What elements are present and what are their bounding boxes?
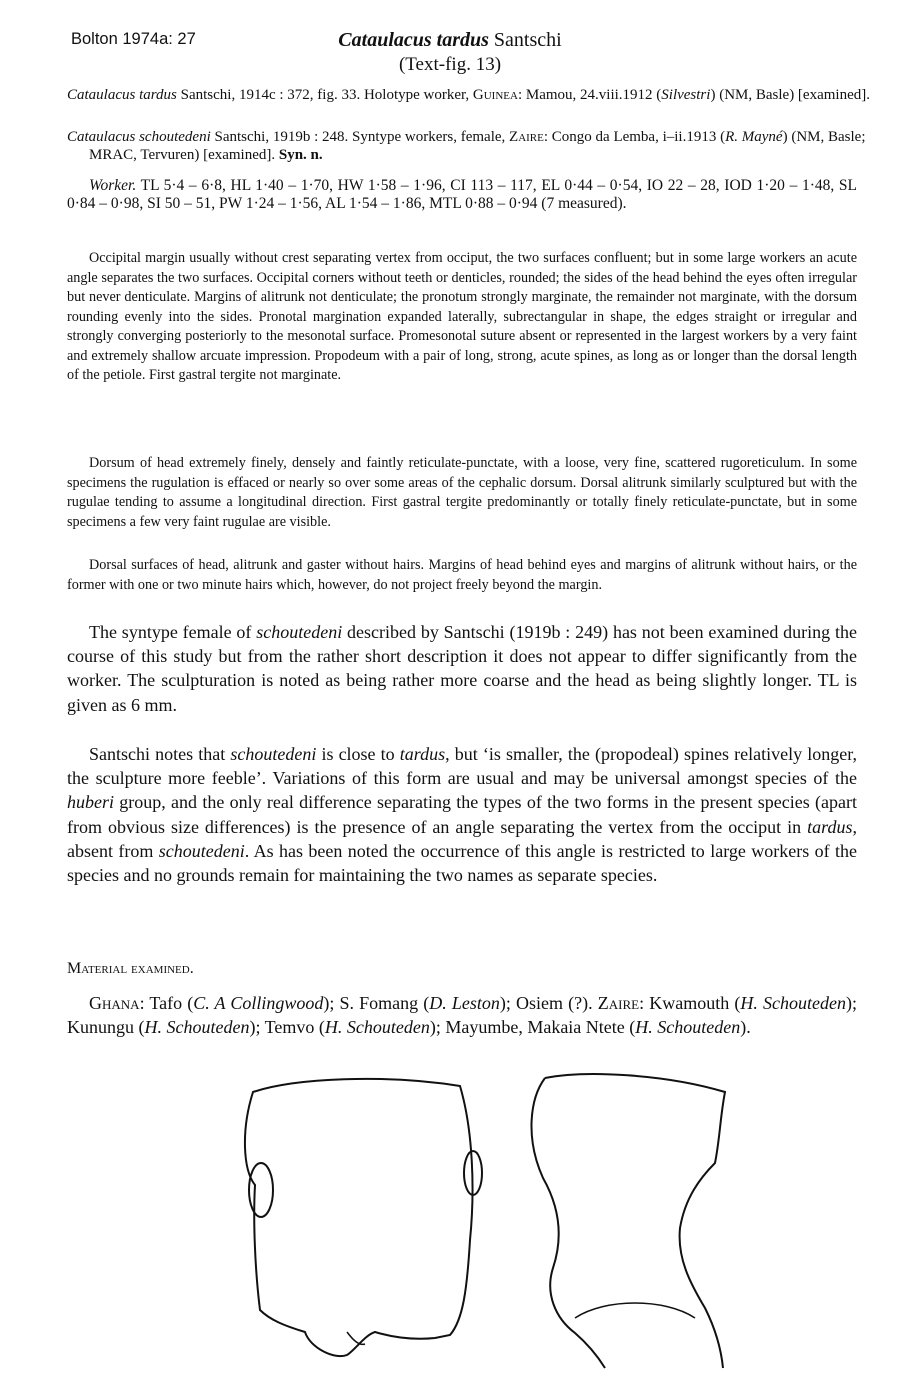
discussion-text: , absent from xyxy=(67,816,857,861)
discussion-taxon: huberi xyxy=(67,792,114,813)
discussion-text: group, and the only real difference separating the types of the two forms in the present species (apart from obvious size differences) is the presence of an angle separating the vertex from the occiput in xyxy=(67,792,857,837)
country-name: Zaire xyxy=(597,993,640,1013)
locality-text: ); Temvo ( xyxy=(249,1017,325,1037)
discussion-taxon: tardus xyxy=(399,744,446,764)
synonymy-entry-1 xyxy=(67,86,879,104)
synonym-name: Cataulacus tardus xyxy=(67,87,177,103)
synonym-collector: Silvestri xyxy=(661,87,711,103)
locality-text: ). xyxy=(740,1017,751,1037)
species-title xyxy=(0,28,900,52)
text-figure-ref: (Text-fig. 13) xyxy=(398,54,502,75)
synonym-country: Guinea xyxy=(472,87,518,103)
synonym-name: Cataulacus schoutedeni xyxy=(67,129,211,145)
worker-measurements xyxy=(67,177,857,213)
discussion-text: is close to xyxy=(316,744,400,764)
discussion-taxon: schoutedeni xyxy=(256,622,343,642)
collector-name: C. A Collingwood xyxy=(193,993,324,1013)
material-examined-list xyxy=(67,991,857,1039)
collector-name: H. Schouteden xyxy=(740,993,846,1013)
locality-text: ); Osiem (?). xyxy=(499,993,598,1013)
synonym-text: ) (NM, Basle) [examined]. xyxy=(710,87,870,103)
collector-name: H. Schouteden xyxy=(144,1017,250,1037)
synonym-text: : Congo da Lemba, i–ii.1913 ( xyxy=(543,129,726,145)
synonym-status: Syn. n. xyxy=(278,147,323,163)
petiole-outline-drawing-icon xyxy=(515,1068,755,1373)
collector-name: H. Schouteden xyxy=(324,1017,430,1037)
synonymy-entry-2 xyxy=(67,128,879,164)
synonym-country: Zaire xyxy=(509,129,544,145)
discussion-paragraph-female xyxy=(67,620,857,717)
worker-label: Worker. xyxy=(89,177,137,194)
discussion-text: The syntype female of xyxy=(89,622,257,642)
material-examined-heading: Material examined. xyxy=(67,960,194,977)
synonym-collector: R. Mayné xyxy=(725,129,783,145)
discussion-taxon: schoutedeni xyxy=(230,744,317,764)
synonym-text: Santschi, 1919b : 248. Syntype workers, female, xyxy=(214,129,510,145)
discussion-taxon: tardus xyxy=(807,816,853,837)
discussion-text: Santschi notes that xyxy=(89,744,231,764)
synonym-text: Santschi, 1914c : 372, fig. 33. Holotype worker, xyxy=(180,87,473,103)
discussion-paragraph-synonymy xyxy=(67,742,857,887)
title-species-name: Cataulacus tardus xyxy=(338,29,489,51)
locality-text: ); Kunungu ( xyxy=(67,993,857,1037)
locality-text: ); Mayumbe, Makaia Ntete ( xyxy=(429,1017,636,1037)
measurement-values: TL 5·4 – 6·8, HL 1·40 – 1·70, HW 1·58 – 1·96, CI 113 – 117, EL 0·44 – 0·54, IO 22 – 28, IOD 1·20 – 1·48, SL 0·84 – 0·98, SI 50 – 51, PW 1·24 – 1·56, AL 1·54 – 1·86, MTL 0·88 – 0·94 (7 measured). xyxy=(67,177,857,212)
country-name: Ghana xyxy=(89,993,140,1013)
description-paragraph-pilosity: Dorsal surfaces of head, alitrunk and gaster without hairs. Margins of head behind eyes and margins of alitrunk without hairs, or the former with one or two minute hairs which, however, do not project freely beyond the margin. xyxy=(67,557,857,593)
synonym-text: ) (NM, Basle; MRAC, Tervuren) [examined]. xyxy=(89,129,866,163)
title-author: Santschi xyxy=(493,29,562,51)
head-outline-drawing-icon xyxy=(235,1070,485,1370)
description-paragraph-morphology: Occipital margin usually without crest separating vertex from occiput, the two surfaces confluent; but in some large workers an acute angle separates the two surfaces. Occipital corners without teeth or denticles, rounded; the sides of the head behind the eyes often irregular but never denticulate. Margins of alitrunk not denticulate; the pronotum strongly marginate, the remainder not marginate, with the dorsum rounding evenly into the sides. Pronotal margination expanded laterally, subrectangular in shape, the edges straight or irregular and strongly converging posteriorly to the mesonotal surface. Promesonotal suture absent or represented in the largest workers by a very faint and extremely shallow arcuate impression. Propodeum with a pair of long, strong, acute spines, as long as or longer than the dorsal length of the petiole. First gastral tergite not marginate. xyxy=(67,250,857,383)
collector-name: H. Schouteden xyxy=(635,1017,741,1037)
description-paragraph-sculpture: Dorsum of head extremely finely, densely and faintly reticulate-punctate, with a loose, very fine, scattered rugoreticulum. In some specimens the rugulation is effaced or nearly so over some areas of the cephalic dorsum. Dorsal alitrunk similarly sculptured but with the rugulae tending to assume a longitudinal direction. First gastral tergite predominantly or totally finely reticulate-punctate, but in some specimens a few very faint rugulae are visible. xyxy=(67,455,857,530)
discussion-text: , but ‘is smaller, the (propodeal) spines relatively longer, the sculpture more feeble’. Variations of this form are usual and may be universal amongst species of the xyxy=(67,744,858,789)
discussion-text: described by Santschi (1919b : 249) has not been examined during the course of this study but from the rather short description it does not appear to differ significantly from the worker. The sculpturation is noted as being rather more coarse and the head as being slightly longer. TL is given as 6 mm. xyxy=(67,622,857,715)
locality-text: ); S. Fomang ( xyxy=(323,993,430,1013)
page-reference: Bolton 1974a: 27 xyxy=(71,30,196,48)
discussion-text: . As has been noted the occurrence of this angle is restricted to large workers of the species and no grounds remain for maintaining the two names as separate species. xyxy=(67,840,857,886)
discussion-taxon: schoutedeni xyxy=(158,840,245,861)
collector-name: D. Leston xyxy=(429,993,500,1013)
locality-text: : Tafo ( xyxy=(139,993,194,1013)
locality-text: : Kwamouth ( xyxy=(639,993,741,1013)
synonym-text: : Mamou, 24.viii.1912 ( xyxy=(517,87,662,103)
